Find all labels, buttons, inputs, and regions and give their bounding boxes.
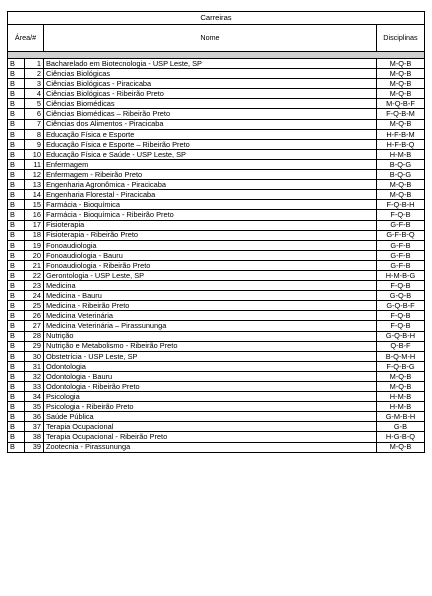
area-cell: B [8,69,25,79]
disciplines-cell: Q-B-F [376,341,424,351]
number-cell: 36 [25,412,44,422]
number-cell: 5 [25,99,44,109]
area-cell: B [8,270,25,280]
area-cell: B [8,180,25,190]
table-row [8,129,425,139]
table-row [8,190,425,200]
area-cell: B [8,291,25,301]
disciplines-cell: M-Q-B [376,59,424,69]
career-name-cell: Engenharia Florestal - Piracicaba [44,190,377,200]
table-row [8,109,425,119]
disciplines-cell: F-Q-B-M [376,109,424,119]
disciplines-cell: G-F-B [376,260,424,270]
career-name-cell: Psicologia [44,392,377,402]
career-name-cell: Odontologia - Ribeirão Preto [44,382,377,392]
career-name-cell: Fisioterapia [44,220,377,230]
table-row [8,402,425,412]
number-cell: 8 [25,129,44,139]
area-cell: B [8,311,25,321]
area-cell: B [8,331,25,341]
number-cell: 28 [25,331,44,341]
disciplines-cell: G-M-B-H [376,412,424,422]
area-cell: B [8,200,25,210]
area-cell: B [8,281,25,291]
area-cell: B [8,59,25,69]
number-cell: 21 [25,260,44,270]
career-name-cell: Medicina - Bauru [44,291,377,301]
table-row [8,99,425,109]
table-row [8,149,425,159]
disciplines-cell: G-Q-B-F [376,301,424,311]
career-name-cell: Fonoaudiologia - Bauru [44,250,377,260]
disciplines-cell: F-Q-B [376,281,424,291]
career-name-cell: Ciências Biomédicas [44,99,377,109]
area-cell: B [8,422,25,432]
number-cell: 27 [25,321,44,331]
careers-table [7,11,425,453]
disciplines-cell: F-Q-B [376,311,424,321]
number-cell: 30 [25,351,44,361]
area-cell: B [8,210,25,220]
area-cell: B [8,442,25,452]
number-cell: 29 [25,341,44,351]
column-header-area-num: Área/# [8,25,44,52]
disciplines-cell: F-Q-B [376,210,424,220]
area-cell: B [8,432,25,442]
header-separator-cell [8,52,425,59]
number-cell: 34 [25,392,44,402]
number-cell: 14 [25,190,44,200]
disciplines-cell: M-Q-B [376,89,424,99]
number-cell: 9 [25,139,44,149]
table-row [8,291,425,301]
disciplines-cell: M-Q-B [376,180,424,190]
career-name-cell: Ciências Biológicas - Ribeirão Preto [44,89,377,99]
disciplines-cell: B-Q-G [376,159,424,169]
number-cell: 35 [25,402,44,412]
area-cell: B [8,89,25,99]
number-cell: 6 [25,109,44,119]
disciplines-cell: G-F-B [376,240,424,250]
career-name-cell: Terapia Ocupacional - Ribeirão Preto [44,432,377,442]
area-cell: B [8,129,25,139]
area-cell: B [8,240,25,250]
area-cell: B [8,230,25,240]
disciplines-cell: G-F-B [376,250,424,260]
table-row [8,331,425,341]
career-name-cell: Zootecnia - Pirassununga [44,442,377,452]
disciplines-cell: M-Q-B [376,119,424,129]
career-name-cell: Educação Física e Esporte [44,129,377,139]
table-row [8,301,425,311]
disciplines-cell: M-Q-B-F [376,99,424,109]
area-cell: B [8,412,25,422]
career-name-cell: Educação Física e Saúde - USP Leste, SP [44,149,377,159]
career-name-cell: Ciências Biológicas [44,69,377,79]
number-cell: 17 [25,220,44,230]
number-cell: 19 [25,240,44,250]
disciplines-cell: M-Q-B [376,190,424,200]
area-cell: B [8,170,25,180]
area-cell: B [8,392,25,402]
career-name-cell: Farmácia - Bioquímica [44,200,377,210]
area-cell: B [8,301,25,311]
number-cell: 1 [25,59,44,69]
career-name-cell: Medicina Veterinária [44,311,377,321]
column-header-disciplines: Disciplinas [376,25,424,52]
area-cell: B [8,371,25,381]
number-cell: 7 [25,119,44,129]
number-cell: 16 [25,210,44,220]
disciplines-cell: F-Q-B-G [376,361,424,371]
number-cell: 2 [25,69,44,79]
area-cell: B [8,190,25,200]
disciplines-cell: M-Q-B [376,69,424,79]
career-name-cell: Enfermagem - Ribeirão Preto [44,170,377,180]
column-header-name: Nome [44,25,377,52]
table-row [8,89,425,99]
table-row [8,392,425,402]
career-name-cell: Odontologia [44,361,377,371]
table-row [8,159,425,169]
table-row [8,139,425,149]
area-cell: B [8,361,25,371]
table-row [8,361,425,371]
table-row [8,281,425,291]
area-cell: B [8,220,25,230]
disciplines-cell: H-F-B-Q [376,139,424,149]
table-row [8,200,425,210]
area-cell: B [8,159,25,169]
table-row [8,270,425,280]
career-name-cell: Nutrição [44,331,377,341]
disciplines-cell: M-Q-B [376,371,424,381]
number-cell: 37 [25,422,44,432]
area-cell: B [8,109,25,119]
disciplines-cell: H-M-B-G [376,270,424,280]
career-name-cell: Medicina Veterinária – Pirassununga [44,321,377,331]
table-row [8,432,425,442]
table-row [8,260,425,270]
area-cell: B [8,99,25,109]
table-row [8,79,425,89]
career-name-cell: Odontologia - Bauru [44,371,377,381]
number-cell: 15 [25,200,44,210]
area-cell: B [8,119,25,129]
career-name-cell: Obstetrícia - USP Leste, SP [44,351,377,361]
disciplines-cell: H-M-B [376,402,424,412]
table-row [8,382,425,392]
career-name-cell: Gerontologia - USP Leste, SP [44,270,377,280]
table-row [8,321,425,331]
career-name-cell: Ciências dos Alimentos - Piracicaba [44,119,377,129]
career-name-cell: Nutrição e Metabolismo - Ribeirão Preto [44,341,377,351]
number-cell: 13 [25,180,44,190]
disciplines-cell: F-Q-B [376,321,424,331]
disciplines-cell: H-M-B [376,149,424,159]
career-name-cell: Saúde Pública [44,412,377,422]
area-cell: B [8,321,25,331]
number-cell: 18 [25,230,44,240]
disciplines-cell: H-G-B-Q [376,432,424,442]
number-cell: 38 [25,432,44,442]
area-cell: B [8,79,25,89]
table-row [8,351,425,361]
table-row [8,412,425,422]
disciplines-cell: F-Q-B-H [376,200,424,210]
career-name-cell: Engenharia Agronômica - Piracicaba [44,180,377,190]
table-row [8,170,425,180]
table-row [8,69,425,79]
disciplines-cell: G-Q-B-H [376,331,424,341]
table-row [8,119,425,129]
number-cell: 24 [25,291,44,301]
career-name-cell: Ciências Biológicas - Piracicaba [44,79,377,89]
career-name-cell: Enfermagem [44,159,377,169]
career-name-cell: Fonoaudiologia - Ribeirão Preto [44,260,377,270]
area-cell: B [8,260,25,270]
number-cell: 25 [25,301,44,311]
area-cell: B [8,341,25,351]
number-cell: 10 [25,149,44,159]
area-cell: B [8,149,25,159]
number-cell: 4 [25,89,44,99]
career-name-cell: Educação Física e Esporte – Ribeirão Preto [44,139,377,149]
header-separator [8,52,425,59]
number-cell: 33 [25,382,44,392]
number-cell: 3 [25,79,44,89]
career-name-cell: Ciências Biomédicas – Ribeirão Preto [44,109,377,119]
disciplines-cell: H-F-B-M [376,129,424,139]
area-cell: B [8,139,25,149]
number-cell: 39 [25,442,44,452]
disciplines-cell: G-F-B-Q [376,230,424,240]
area-cell: B [8,351,25,361]
disciplines-cell: B-Q-G [376,170,424,180]
disciplines-cell: G-B [376,422,424,432]
number-cell: 12 [25,170,44,180]
table-row [8,311,425,321]
career-name-cell: Medicina [44,281,377,291]
number-cell: 31 [25,361,44,371]
table-row [8,240,425,250]
career-name-cell: Farmácia - Bioquímica - Ribeirão Preto [44,210,377,220]
table-body [8,59,425,453]
table-row [8,442,425,452]
table-title: Carreiras [8,12,425,25]
table-row [8,59,425,69]
table-row [8,220,425,230]
table-row [8,422,425,432]
area-cell: B [8,402,25,412]
table-row [8,250,425,260]
number-cell: 23 [25,281,44,291]
career-name-cell: Fisioterapia - Ribeirão Preto [44,230,377,240]
table-row [8,210,425,220]
area-cell: B [8,382,25,392]
number-cell: 20 [25,250,44,260]
disciplines-cell: M-Q-B [376,382,424,392]
table-row [8,371,425,381]
number-cell: 22 [25,270,44,280]
career-name-cell: Fonoaudiologia [44,240,377,250]
number-cell: 32 [25,371,44,381]
table-row [8,180,425,190]
disciplines-cell: G-F-B [376,220,424,230]
number-cell: 26 [25,311,44,321]
table-row [8,230,425,240]
career-name-cell: Terapia Ocupacional [44,422,377,432]
career-name-cell: Medicina - Ribeirão Preto [44,301,377,311]
career-name-cell: Bacharelado em Biotecnologia - USP Leste, SP [44,59,377,69]
disciplines-cell: G-Q-B [376,291,424,301]
disciplines-cell: H-M-B [376,392,424,402]
disciplines-cell: M-Q-B [376,79,424,89]
career-name-cell: Psicologia - Ribeirão Preto [44,402,377,412]
number-cell: 11 [25,159,44,169]
table-row [8,341,425,351]
disciplines-cell: M-Q-B [376,442,424,452]
area-cell: B [8,250,25,260]
disciplines-cell: B-Q-M-H [376,351,424,361]
